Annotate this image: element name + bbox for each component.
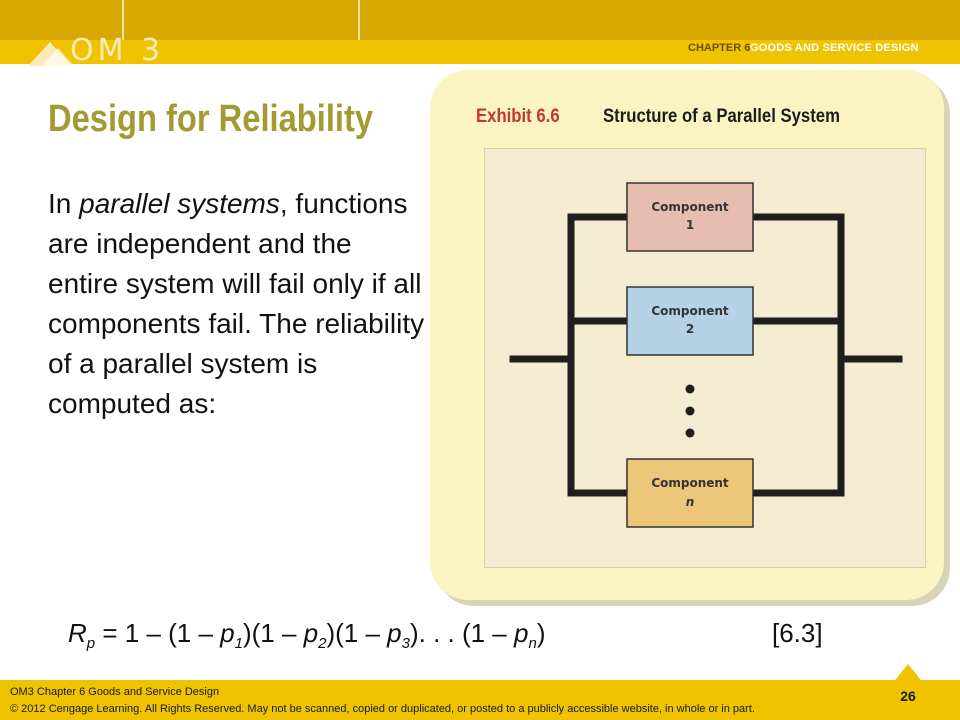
component-label-n: Component: [651, 476, 729, 490]
formula-symbol: p: [303, 618, 319, 648]
logo-text: OM 3: [70, 33, 165, 68]
exhibit-label: Exhibit 6.6: [476, 106, 560, 127]
footer-course-label: OM3 Chapter 6 Goods and Service Design: [10, 686, 220, 698]
parallel-system-svg: [485, 149, 927, 569]
formula-text: ): [536, 618, 546, 648]
formula-symbol: p: [387, 618, 402, 648]
vertical-dots-icon: [686, 385, 695, 438]
formula-subscript: 1: [234, 635, 243, 652]
formula-subscript: 2: [318, 635, 327, 652]
component-box-n: [627, 459, 753, 527]
formula-subscript: n: [528, 635, 537, 652]
footer-copyright: © 2012 Cengage Learning. All Rights Reserved. May not be scanned, copied or duplicated, or posted to a publicly accessible website, in whole or in part.: [10, 703, 755, 715]
header-segment: [360, 0, 960, 40]
page-number: 26: [900, 688, 916, 704]
formula-subscript: p: [86, 635, 96, 652]
slide-title: Design for Reliability: [48, 98, 374, 140]
component-index-n: n: [685, 495, 695, 509]
body-paragraph: [48, 184, 428, 424]
body-text-emphasis: parallel systems: [79, 188, 280, 219]
reliability-formula: [68, 618, 823, 652]
chapter-label: CHAPTER 6: [688, 42, 751, 54]
component-label-2: Component: [651, 304, 729, 318]
exhibit-title: Structure of a Parallel System: [603, 106, 840, 127]
formula-text: = 1 – (1 –: [95, 618, 221, 648]
component-index-2: 2: [685, 322, 695, 336]
component-box-2: [627, 287, 753, 355]
component-label-1: Component: [651, 200, 729, 214]
body-text-part: , functions are independent and the entire system will fail only if all components fail. The reliability of a parallel system is computed as:: [48, 188, 425, 419]
component-box-1: [627, 183, 753, 251]
formula-text: )(1 –: [326, 618, 388, 648]
formula-text: )(1 –: [242, 618, 304, 648]
formula-symbol: R: [68, 618, 87, 648]
formula-text: ). . . (1 –: [409, 618, 514, 648]
page-marker-icon: [888, 662, 928, 684]
equation-number: [6.3]: [772, 618, 823, 648]
parallel-system-diagram: [484, 148, 926, 568]
formula-subscript: 3: [401, 635, 410, 652]
formula-symbol: p: [220, 618, 235, 648]
chapter-title: GOODS AND SERVICE DESIGN: [750, 42, 919, 54]
body-text-part: In: [48, 188, 80, 219]
formula-symbol: p: [514, 618, 529, 648]
component-index-1: 1: [685, 218, 695, 232]
